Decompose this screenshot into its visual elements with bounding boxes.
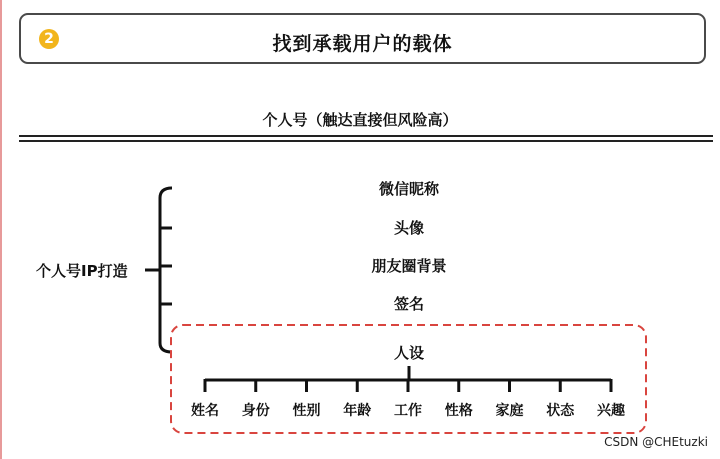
branch-signature: 签名 xyxy=(393,295,425,313)
persona-attribute-label: 性别 xyxy=(292,403,321,419)
persona-attribute-label: 家庭 xyxy=(495,403,524,419)
persona-attribute-label: 工作 xyxy=(394,403,422,419)
section-title: 找到承载用户的载体 xyxy=(272,33,453,55)
csdn-credit: CSDN @CHEtuzki xyxy=(604,435,708,449)
branch-moments-background: 朋友圈背景 xyxy=(371,257,447,275)
persona-attribute-label: 兴趣 xyxy=(597,403,625,419)
branch-avatar: 头像 xyxy=(393,219,425,237)
persona-attribute-label: 年龄 xyxy=(343,403,372,419)
subtitle: 个人号（触达直接但风险高） xyxy=(262,111,458,129)
persona-attribute-label: 状态 xyxy=(546,403,575,419)
step-number-badge: 2 xyxy=(39,29,59,49)
branch-brace xyxy=(160,188,172,352)
persona-attribute-label: 性格 xyxy=(444,403,473,419)
persona-attribute-label: 身份 xyxy=(241,403,270,419)
root-node-label: 个人号IP打造 xyxy=(36,262,128,280)
branch-wechat-nickname: 微信昵称 xyxy=(378,180,440,198)
persona-attribute-label: 姓名 xyxy=(191,403,219,419)
branch-persona: 人设 xyxy=(393,344,425,362)
persona-attributes xyxy=(191,402,625,419)
